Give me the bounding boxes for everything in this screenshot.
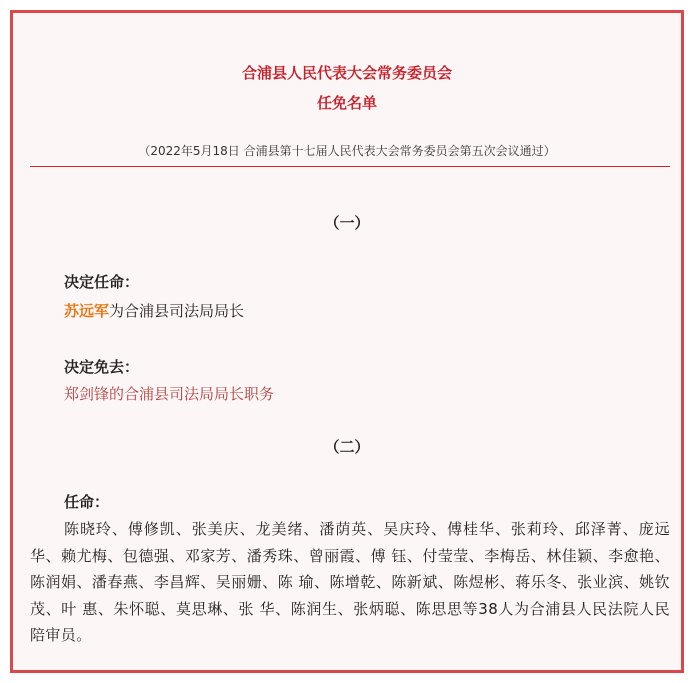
section-2-appoint-label: 任命： [64,493,110,511]
section-1-dismiss-line: 郑剑锋的合浦县司法局局长职务 [64,385,275,403]
meeting-note: （2022年5月18日 合浦县第十七届人民代表大会常务委员会第五次会议通过） [138,144,556,158]
document-title: 合浦县人民代表大会常务委员会 [241,64,452,82]
appointee-name: 苏远军 [64,302,110,320]
section-1-dismiss-label: 决定免去： [64,358,140,376]
section-2-heading: （二） [324,438,370,456]
section-1-appoint-label: 决定任命： [64,273,140,291]
document-frame [10,10,684,673]
section-1-heading: （一） [324,214,370,232]
section-1-appoint-line [64,300,244,321]
divider-line [30,166,670,167]
appoint-position: 为合浦县司法局局长 [109,302,245,320]
jurors-list-paragraph: 陈晓玲、傅修凯、张美庆、龙美绪、潘荫英、吴庆玲、傅桂华、张莉玲、邱泽菁、庞远华、赖尤梅、包德强、邓家芳、潘秀珠、曾丽霞、傅 钰、付莹莹、李梅岳、林佳颖、李愈艳、陈润娟、潘春燕、李昌辉、吴丽姗、陈 瑜、陈增乾、陈新斌、陈煜彬、蒋乐冬、张业滨、姚钦茂、叶 惠、朱怀聪、莫思琳、张 华、陈润生、张炳聪、陈思思等38人为合浦县人民法院人民陪审员。 [30,520,670,644]
document-subtitle-title: 任免名单 [316,94,377,112]
